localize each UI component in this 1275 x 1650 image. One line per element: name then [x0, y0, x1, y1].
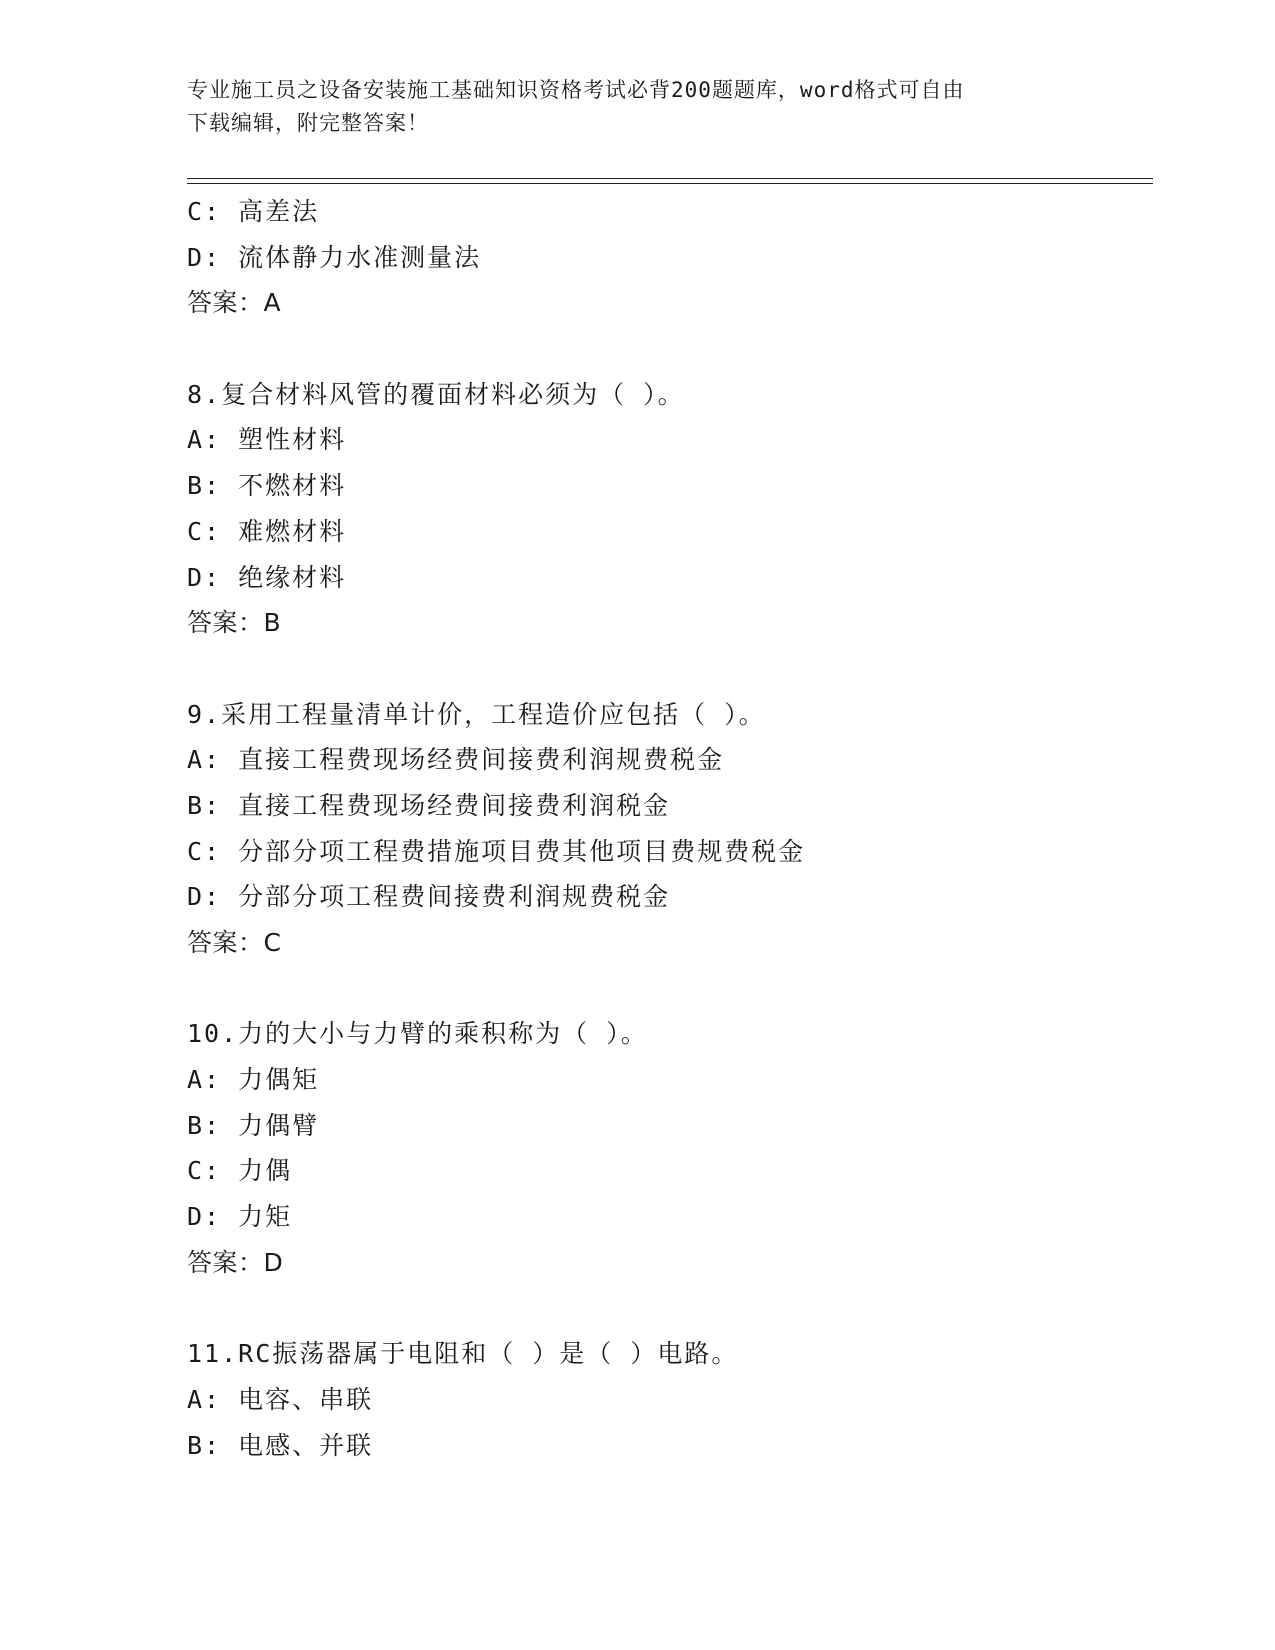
- document-header: [187, 74, 1077, 140]
- header-divider-bottom: [187, 183, 1153, 184]
- question-stem-11: 11.RC振荡器属于电阻和（ ）是（ ）电路。: [187, 1339, 739, 1369]
- option-b: B: 电感、并联: [187, 1430, 374, 1460]
- option-a: A: 力偶矩: [187, 1065, 320, 1095]
- option-a: A: 塑性材料: [187, 425, 347, 455]
- option-c: C: 分部分项工程费措施项目费其他项目费规费税金: [187, 836, 806, 866]
- spacer: [187, 646, 1153, 692]
- question-stem-8: 8.复合材料风管的覆面材料必须为（ ）。: [187, 379, 685, 409]
- option-d: D: 分部分项工程费间接费利润规费税金: [187, 882, 671, 912]
- answer-line: 答案：A: [187, 288, 282, 318]
- option-c: C: 高差法: [187, 197, 320, 226]
- option-d: D: 绝缘材料: [187, 562, 347, 592]
- option-b: B: 不燃材料: [187, 471, 347, 501]
- header-divider-top: [187, 178, 1153, 179]
- header-line-2: 下载编辑，附完整答案！: [187, 111, 429, 135]
- spacer: [187, 326, 1153, 372]
- question-stem-10: 10.力的大小与力臂的乘积称为（ ）。: [187, 1019, 648, 1049]
- answer-line: 答案：C: [187, 928, 282, 957]
- option-a: A: 电容、串联: [187, 1384, 374, 1414]
- header-line-1: 专业施工员之设备安装施工基础知识资格考试必背200题题库，word格式可自由: [187, 78, 965, 102]
- question-stem-9: 9.采用工程量清单计价，工程造价应包括（ ）。: [187, 699, 766, 729]
- answer-line: 答案：D: [187, 1247, 284, 1277]
- spacer: [187, 966, 1153, 1012]
- spacer: [187, 1286, 1153, 1332]
- answer-line: 答案：B: [187, 608, 282, 638]
- option-d: D: 力矩: [187, 1202, 293, 1232]
- option-b: B: 直接工程费现场经费间接费利润税金: [187, 790, 671, 820]
- option-c: C: 难燃材料: [187, 516, 347, 546]
- option-c: C: 力偶: [187, 1156, 293, 1186]
- option-d: D: 流体静力水准测量法: [187, 242, 482, 272]
- option-a: A: 直接工程费现场经费间接费利润规费税金: [187, 745, 725, 775]
- option-b: B: 力偶臂: [187, 1110, 320, 1140]
- question-list: [187, 189, 1153, 1468]
